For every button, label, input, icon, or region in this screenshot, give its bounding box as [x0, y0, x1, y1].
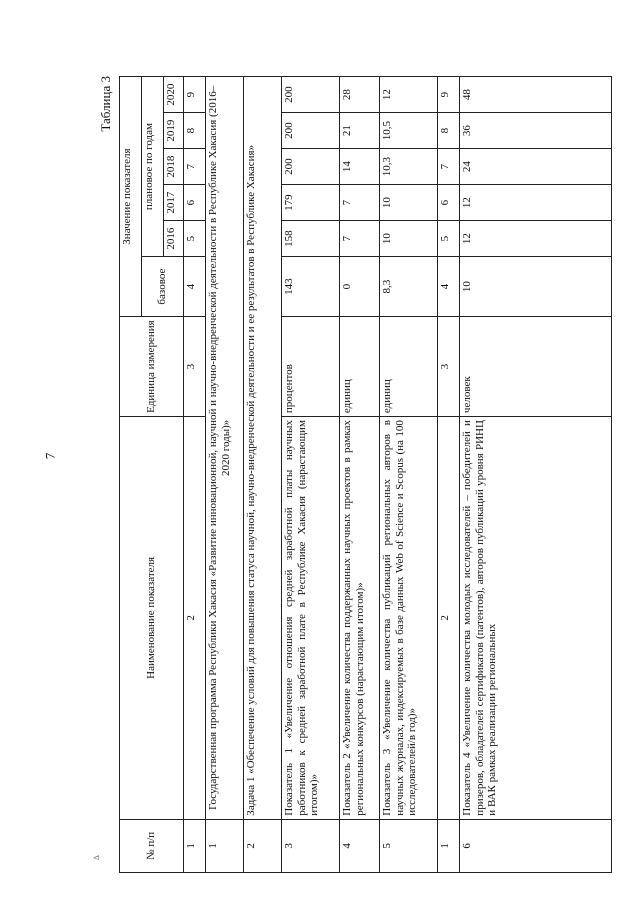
indicator-2020: 48 [460, 77, 612, 113]
indicator-2017: 7 [340, 185, 380, 221]
indicator-2018: 200 [282, 149, 340, 185]
col-number: 2 [438, 417, 460, 820]
col-number: 3 [438, 317, 460, 417]
program-row [206, 77, 244, 873]
indicator-base: 10 [460, 257, 612, 317]
indicator-name: Показатель 4 «Увеличение количества молодых исследователей – победителей и призеров, обладателей сертификатов (патентов), авторов публикаций уровня РИНЦ и ВАК рамках реализации региональных [460, 417, 612, 820]
row-num: 4 [340, 819, 380, 872]
header-planned: плановое по годам [142, 77, 164, 257]
indicator-2017: 179 [282, 185, 340, 221]
table-row [460, 77, 612, 873]
col-number: 6 [184, 185, 206, 221]
indicator-2019: 36 [460, 113, 612, 149]
col-number: 2 [184, 417, 206, 820]
indicator-name: Показатель 1 «Увеличение отношения средней заработной платы научных работников к средней заработной плате в Республике Хакасия (нарастающим итогом)» [282, 417, 340, 820]
indicator-unit: единиц [380, 317, 438, 417]
col-number: 7 [184, 149, 206, 185]
header-num: № п/п [120, 819, 184, 872]
row-num: 1 [206, 819, 244, 872]
col-number: 3 [184, 317, 206, 417]
task-title: Задача 1 «Обеспечение условий для повышения статуса научной, научно-внедренческой деятельности и ее результатов в Республике Хакасия» [244, 77, 282, 820]
page-number: 7 [42, 452, 58, 460]
row-num: 6 [460, 819, 612, 872]
indicator-2019: 21 [340, 113, 380, 149]
task-row [244, 77, 282, 873]
row-num: 2 [244, 819, 282, 872]
indicator-2018: 10,3 [380, 149, 438, 185]
indicator-2016: 12 [460, 221, 612, 257]
header-year-2019: 2019 [164, 113, 184, 149]
indicator-name: Показатель 3 «Увеличение количества публикаций региональных авторов в научных журналах, индексируемых в базе данных Web of Science и Scopus (на 100 исследователей/в год)» [380, 417, 438, 820]
indicator-2018: 24 [460, 149, 612, 185]
col-number: 1 [184, 819, 206, 872]
indicator-2016: 158 [282, 221, 340, 257]
indicator-2019: 10,5 [380, 113, 438, 149]
header-year-2016: 2016 [164, 221, 184, 257]
row-num: 5 [380, 819, 438, 872]
col-number: 9 [184, 77, 206, 113]
col-number: 1 [438, 819, 460, 872]
indicator-2020: 12 [380, 77, 438, 113]
header-year-2017: 2017 [164, 185, 184, 221]
col-number: 4 [438, 257, 460, 317]
col-number: 5 [184, 221, 206, 257]
column-numbers-row [184, 77, 206, 873]
col-number: 4 [184, 257, 206, 317]
table-caption: Таблица 3 [98, 76, 113, 132]
indicator-base: 8,3 [380, 257, 438, 317]
col-number: 6 [438, 185, 460, 221]
header-year-2018: 2018 [164, 149, 184, 185]
indicator-name: Показатель 2 «Увеличение количества поддержанных научных проектов в рамках региональных конкурсов (нарастающим итогом)» [340, 417, 380, 820]
indicator-2016: 7 [340, 221, 380, 257]
indicator-2017: 12 [460, 185, 612, 221]
program-title: Государственная программа Республики Хакасия «Развитие инновационной, научной и научно-внедренческой деятельности в Республике Хакасия (2016–2020 годы)» [206, 77, 244, 820]
indicator-2019: 200 [282, 113, 340, 149]
scan-mark: ∆ [92, 855, 101, 860]
col-number: 8 [184, 113, 206, 149]
table-row [380, 77, 438, 873]
table-row [282, 77, 340, 873]
col-number: 7 [438, 149, 460, 185]
indicator-2020: 200 [282, 77, 340, 113]
header-unit: Единица измерения [120, 317, 184, 417]
header-value-group: Значение показателя [120, 77, 142, 317]
indicator-2017: 10 [380, 185, 438, 221]
col-number: 8 [438, 113, 460, 149]
column-numbers-row [438, 77, 460, 873]
indicator-2018: 14 [340, 149, 380, 185]
indicator-2016: 10 [380, 221, 438, 257]
indicator-unit: человек [460, 317, 612, 417]
table-row [340, 77, 380, 873]
indicator-base: 143 [282, 257, 340, 317]
col-number: 5 [438, 221, 460, 257]
col-number: 9 [438, 77, 460, 113]
rotated-page-content [95, 76, 612, 873]
row-num: 3 [282, 819, 340, 872]
indicator-base: 0 [340, 257, 380, 317]
indicator-2020: 28 [340, 77, 380, 113]
header-name: Наименование показателя [120, 417, 184, 820]
header-base: базовое [142, 257, 184, 317]
indicator-unit: единиц [340, 317, 380, 417]
indicator-unit: процентов [282, 317, 340, 417]
indicators-table [119, 76, 612, 873]
header-year-2020: 2020 [164, 77, 184, 113]
